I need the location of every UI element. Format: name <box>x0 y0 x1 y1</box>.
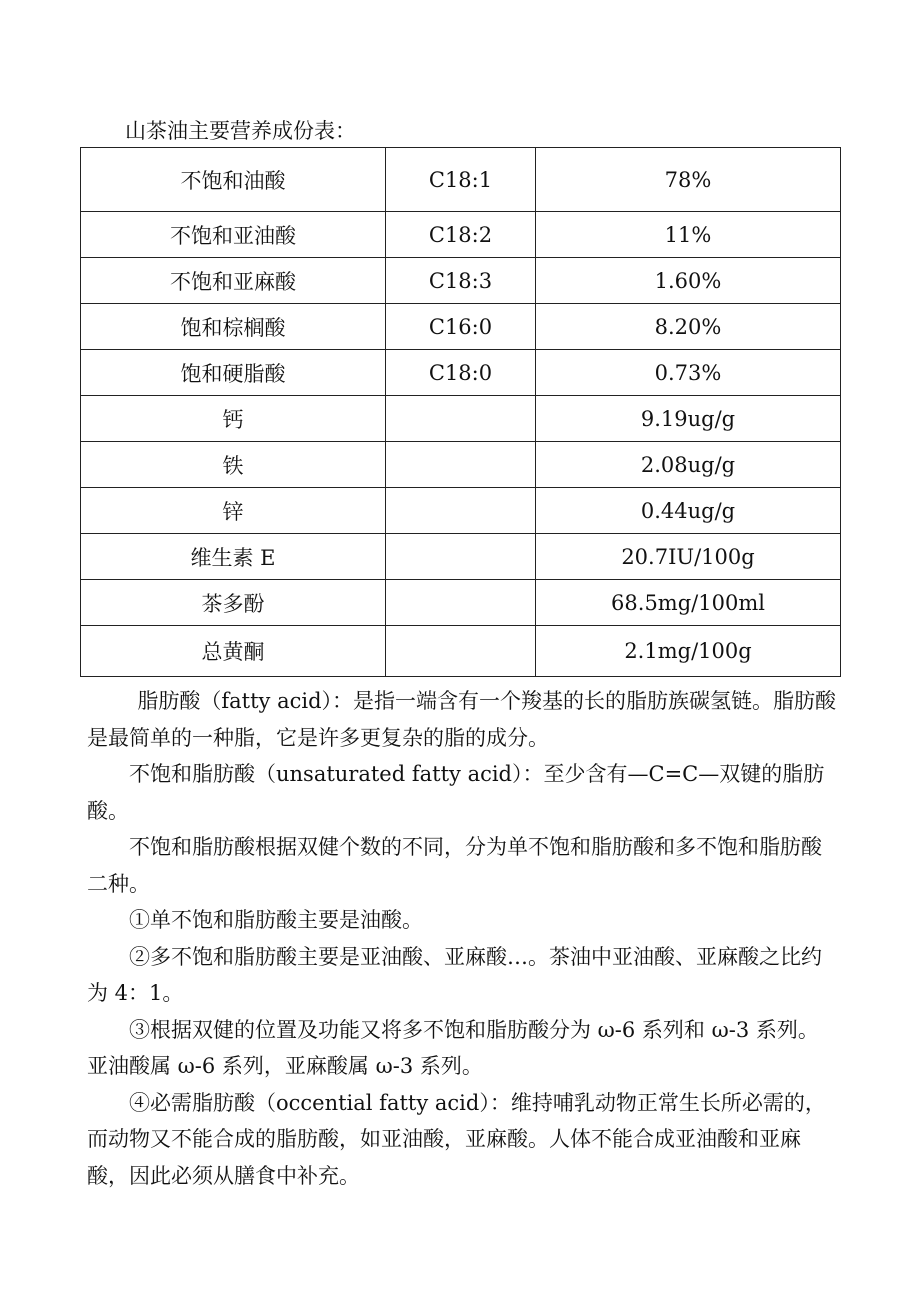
table-row <box>81 442 841 488</box>
nutrient-name: 维生素 E <box>81 534 386 580</box>
nutrient-value: 9.19ug/g <box>536 396 841 442</box>
paragraph-fatty-acid: 脂肪酸（fatty acid）：是指一端含有一个羧基的长的脂肪族碳氢链。脂肪酸是最简单的一种脂，它是许多更复杂的脂的成分。 <box>87 689 837 750</box>
table-caption: 山茶油主要营养成份表： <box>125 119 356 143</box>
nutrient-formula: C18:2 <box>386 212 536 258</box>
nutrient-name: 不饱和亚油酸 <box>81 212 386 258</box>
table-row <box>81 304 841 350</box>
nutrient-name: 锌 <box>81 488 386 534</box>
table-row <box>81 626 841 677</box>
body-text <box>87 683 839 1194</box>
nutrient-formula <box>386 580 536 626</box>
nutrition-table <box>80 147 841 677</box>
nutrient-value: 1.60% <box>536 258 841 304</box>
nutrient-formula <box>386 442 536 488</box>
table-row <box>81 212 841 258</box>
table-row <box>81 396 841 442</box>
nutrient-formula: C18:3 <box>386 258 536 304</box>
table-row <box>81 534 841 580</box>
paragraph-item-2: ②多不饱和脂肪酸主要是亚油酸、亚麻酸…。茶油中亚油酸、亚麻酸之比约为 4：1。 <box>87 944 822 1005</box>
nutrient-value: 0.44ug/g <box>536 488 841 534</box>
paragraph-unsaturated: 不饱和脂肪酸（unsaturated fatty acid）：至少含有—C=C—双键的脂肪酸。 <box>87 762 825 823</box>
nutrient-value: 78% <box>536 148 841 212</box>
nutrient-name: 钙 <box>81 396 386 442</box>
nutrient-name: 饱和硬脂酸 <box>81 350 386 396</box>
table-row <box>81 488 841 534</box>
nutrient-formula <box>386 488 536 534</box>
table-row <box>81 258 841 304</box>
nutrient-value: 0.73% <box>536 350 841 396</box>
nutrient-name: 不饱和油酸 <box>81 148 386 212</box>
nutrient-formula: C16:0 <box>386 304 536 350</box>
nutrient-value: 20.7IU/100g <box>536 534 841 580</box>
nutrient-formula <box>386 396 536 442</box>
paragraph-item-1: ①单不饱和脂肪酸主要是油酸。 <box>129 908 423 932</box>
paragraph-item-4: ④必需脂肪酸（occential fatty acid）：维持哺乳动物正常生长所必需的，而动物又不能合成的脂肪酸，如亚油酸，亚麻酸。人体不能合成亚油酸和亚麻酸，因此必须从膳食中补充。 <box>87 1090 826 1188</box>
nutrient-name: 铁 <box>81 442 386 488</box>
nutrient-value: 8.20% <box>536 304 841 350</box>
nutrient-name: 茶多酚 <box>81 580 386 626</box>
table-row <box>81 580 841 626</box>
nutrient-name: 不饱和亚麻酸 <box>81 258 386 304</box>
nutrient-value: 2.08ug/g <box>536 442 841 488</box>
nutrient-formula: C18:1 <box>386 148 536 212</box>
table-row <box>81 148 841 212</box>
paragraph-item-3: ③根据双健的位置及功能又将多不饱和脂肪酸分为 ω-6 系列和 ω-3 系列。亚油酸属 ω-6 系列，亚麻酸属 ω-3 系列。 <box>87 1017 819 1078</box>
nutrient-formula <box>386 534 536 580</box>
paragraph-classification: 不饱和脂肪酸根据双健个数的不同，分为单不饱和脂肪酸和多不饱和脂肪酸二种。 <box>87 835 822 896</box>
nutrient-value: 68.5mg/100ml <box>536 580 841 626</box>
nutrient-name: 总黄酮 <box>81 626 386 677</box>
nutrient-name: 饱和棕榈酸 <box>81 304 386 350</box>
table-row <box>81 350 841 396</box>
nutrient-formula <box>386 626 536 677</box>
nutrient-value: 11% <box>536 212 841 258</box>
nutrient-formula: C18:0 <box>386 350 536 396</box>
nutrient-value: 2.1mg/100g <box>536 626 841 677</box>
